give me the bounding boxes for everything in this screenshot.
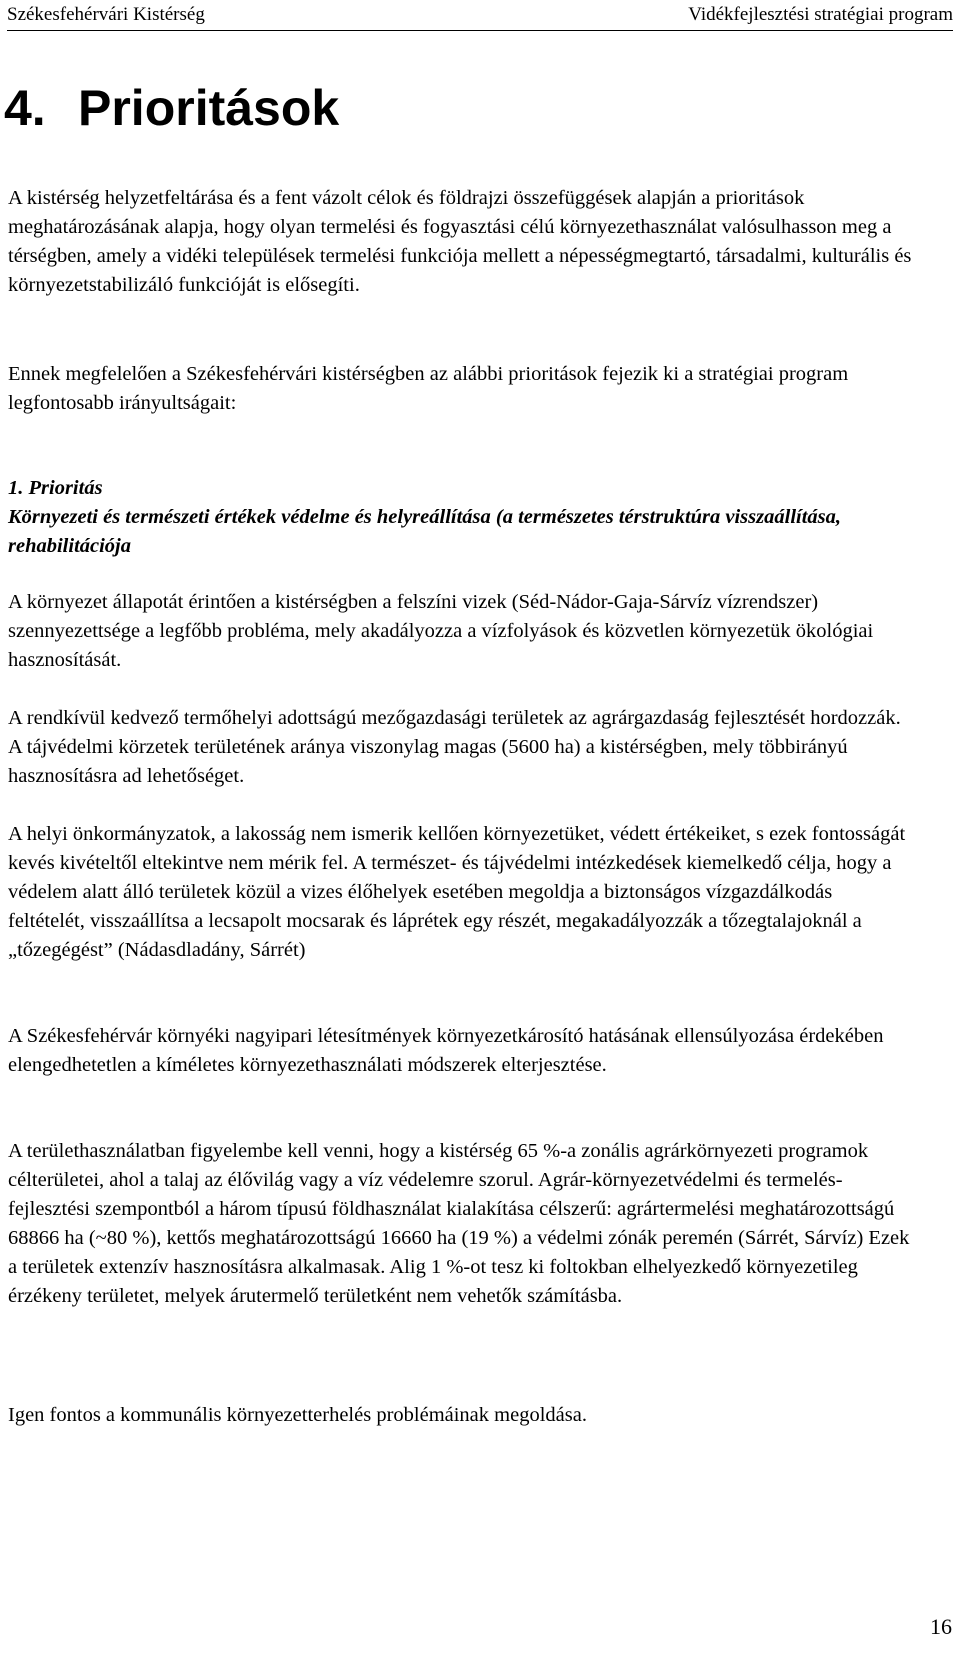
intro-paragraph-2: Ennek megfelelően a Székesfehérvári kistérségben az alábbi prioritások fejezik ki a stratégiai program legfontosabb irányultságait: (8, 363, 849, 414)
chapter-title-text: Prioritások (78, 80, 340, 136)
municipalities-paragraph: A helyi önkormányzatok, a lakosság nem ismerik kellően környezetüket, védett értékeiket, s ezek fontosságát kevés kivételtől eltekintve nem mérik fel. A természet- és tájvédelmi intézkedések kiemelkedő célja, hogy a védelem alatt álló területek közül a vizes élőhelyek esetében megoldja a biztonságos vízgazdálkodás feltételét, visszaállítsa a lecsapolt mocsarak és láprétek egy részét, megakadályozzák a tőzegtalajoknál a „tőzegégést” (Nádasdladány, Sárrét) (8, 823, 906, 961)
landuse-paragraph: A területhasználatban figyelembe kell venni, hogy a kistérség 65 %-a zonális agrárkörnyezeti programok célterületei, ahol a talaj az élővilág vagy a víz védelemre szorul. Agrár-környezetvédelmi és termelés-fejlesztési szempontból a három típusú földhasználat kialakítása célszerű: agrártermelési meghatározottságú 68866 ha (~80 %), kettős meghatározottságú 16660 ha (19 %) a védelmi zónák peremén (Sárrét, Sárvíz) Ezek a területek extenzív hasznosításra alkalmasak. Alig 1 %-ot tesz ki foltokban elhelyezkedő környezetileg érzékeny területet, melyek árutermelő területként nem vehetők számításba. (8, 1140, 910, 1307)
page-number: 16 (930, 1614, 952, 1639)
priority-label: 1. Prioritás (8, 477, 103, 499)
waste-paragraph: Igen fontos a kommunális környezetterhelés problémáinak megoldása. (8, 1404, 587, 1426)
chapter-number: 4. (4, 80, 46, 136)
agriculture-paragraph: A rendkívül kedvező termőhelyi adottságú mezőgazdasági területek az agrárgazdaság fejlesztését hordozzák. A tájvédelmi körzetek területének aránya viszonylag magas (5600 ha) a kistérségben, mely többirányú hasznosításra ad lehetőséget. (8, 707, 901, 787)
priority-title: Környezeti és természeti értékek védelme és helyreállítása (a természetes térstruktúra visszaállítása, rehabilitációja (8, 506, 842, 557)
priority-heading (8, 474, 913, 561)
intro-paragraph: A kistérség helyzetfeltárása és a fent vázolt célok és földrajzi összefüggések alapján a prioritások meghatározásának alapja, hogy olyan termelési és fogyasztási célú környezethasználat valósulhasson meg a térségben, amely a vidéki települések termelési funkciója mellett a népességmegtartó, társadalmi, kulturális és környezetstabilizáló funkcióját is elősegíti. (8, 187, 912, 296)
header-divider (7, 30, 953, 31)
chapter-title (4, 78, 339, 138)
environment-paragraph: A környezet állapotát érintően a kistérségben a felszíni vizek (Séd-Nádor-Gaja-Sárvíz vízrendszer) szennyezettsége a legfőbb probléma, mely akadályozza a vízfolyások és közvetlen környezetük ökológiai hasznosítását. (8, 591, 874, 671)
industry-paragraph: A Székesfehérvár környéki nagyipari létesítmények környezetkárosító hatásának ellensúlyozása érdekében elengedhetetlen a kíméletes környezethasználati módszerek elterjesztése. (8, 1025, 884, 1076)
running-header-right: Vidékfejlesztési stratégiai program (688, 4, 953, 25)
running-header-left: Székesfehérvári Kistérség (7, 4, 205, 25)
